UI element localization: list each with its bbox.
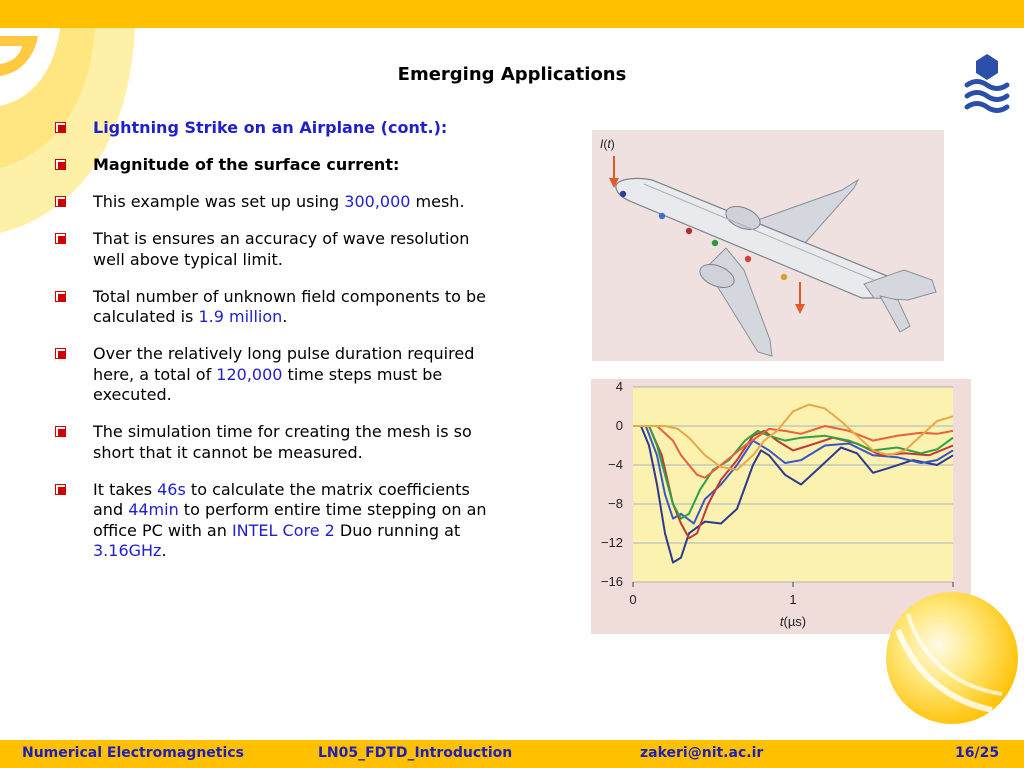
bullet-text-segment: 300,000 (344, 192, 411, 211)
bullet-item (52, 287, 502, 328)
current-label-paren-open: ( (603, 137, 608, 151)
top-bar (0, 0, 1024, 28)
y-tick-label: 4 (615, 379, 623, 394)
current-arrow-out (795, 282, 805, 314)
bullet-item (52, 344, 502, 406)
bullet-item (52, 118, 502, 139)
svg-text:t(µs) (780, 614, 806, 629)
bullet-box-icon (55, 159, 66, 170)
bullet-box-icon (55, 291, 66, 302)
bullet-text-segment: Total number of unknown field components to be calculated is (93, 286, 486, 326)
bullet-box-icon (55, 426, 66, 437)
bullet-item (52, 422, 502, 463)
bullet-text-segment: Duo running at (334, 520, 461, 540)
y-tick-label: −8 (608, 496, 623, 511)
bullet-text-segment: time steps must be executed. (93, 364, 443, 404)
bullet-text-segment: 120,000 (216, 364, 283, 384)
bullet-text-segment: to perform entire time stepping on an office PC with an (93, 500, 487, 540)
footer-course: Numerical Electromagnetics (22, 745, 244, 761)
y-tick-label: −4 (608, 457, 623, 472)
slide-title: Emerging Applications (397, 64, 627, 85)
bullet-box-icon (55, 233, 66, 244)
x-tick-label: 0 (629, 592, 637, 607)
current-label-paren-close: ) (610, 137, 615, 151)
bullet-box-icon (55, 484, 66, 495)
bullet-text-segment: mesh. (410, 192, 465, 211)
footer-page-number: 16/25 (955, 745, 1000, 761)
bullet-box-icon (55, 122, 66, 133)
bullet-text-segment: to calculate the matrix coefficients and (93, 479, 470, 519)
probe-5 (745, 256, 751, 262)
bullet-text-segment: This example was set up using (93, 192, 345, 211)
bullet-text-segment: . (161, 541, 167, 560)
bullet-list (52, 118, 502, 578)
bullet-text-segment: Lightning Strike on an Airplane (cont.): (93, 118, 448, 137)
x-axis-label-var: t (779, 614, 784, 629)
bullet-box-icon (55, 196, 66, 207)
plot-area (633, 387, 953, 582)
airplane-drawing (616, 178, 936, 356)
bullet-text-segment: That is ensures an accuracy of wave resolution well above typical limit. (93, 229, 470, 269)
probe-3 (686, 228, 692, 234)
bullet-item (52, 480, 502, 562)
x-axis-label-unit: (µs) (783, 614, 807, 629)
footer-email: zakeri@nit.ac.ir (640, 745, 764, 761)
airplane-figure (592, 130, 944, 361)
bullet-text-segment: 44min (128, 500, 179, 519)
bullet-text-segment: It takes (93, 479, 158, 499)
y-tick-label: −16 (600, 574, 623, 589)
y-tick-label: −12 (600, 535, 623, 550)
bullet-text-segment: The simulation time for creating the mesh is so short that it cannot be measured. (93, 422, 472, 462)
probe-6 (781, 274, 787, 280)
bullet-text-segment: 1.9 million (198, 307, 283, 326)
bullet-text-segment: 46s (157, 479, 186, 499)
current-label-main: I (600, 137, 604, 151)
svg-text:I(t) (600, 137, 615, 151)
bullet-text-segment: Magnitude of the surface current: (93, 155, 400, 174)
x-tick-label: 1 (789, 592, 797, 607)
bullet-text-segment: Over the relatively long pulse duration required here, a total of (93, 344, 475, 384)
probe-4 (712, 240, 718, 246)
bullet-item (52, 192, 502, 213)
bullet-item (52, 155, 502, 176)
probe-1 (620, 191, 626, 197)
y-tick-label: 0 (615, 418, 623, 433)
current-label-var: t (607, 137, 611, 151)
bullet-text-segment: . (282, 307, 288, 326)
bullet-text-segment: INTEL Core 2 (231, 520, 335, 540)
probe-2 (659, 213, 665, 219)
bullet-item (52, 229, 502, 270)
bullet-box-icon (55, 348, 66, 359)
sun-decoration (884, 590, 1024, 730)
footer-lecture: LN05_FDTD_Introduction (318, 745, 513, 761)
bullet-text-segment: 3.16GHz (93, 541, 162, 560)
